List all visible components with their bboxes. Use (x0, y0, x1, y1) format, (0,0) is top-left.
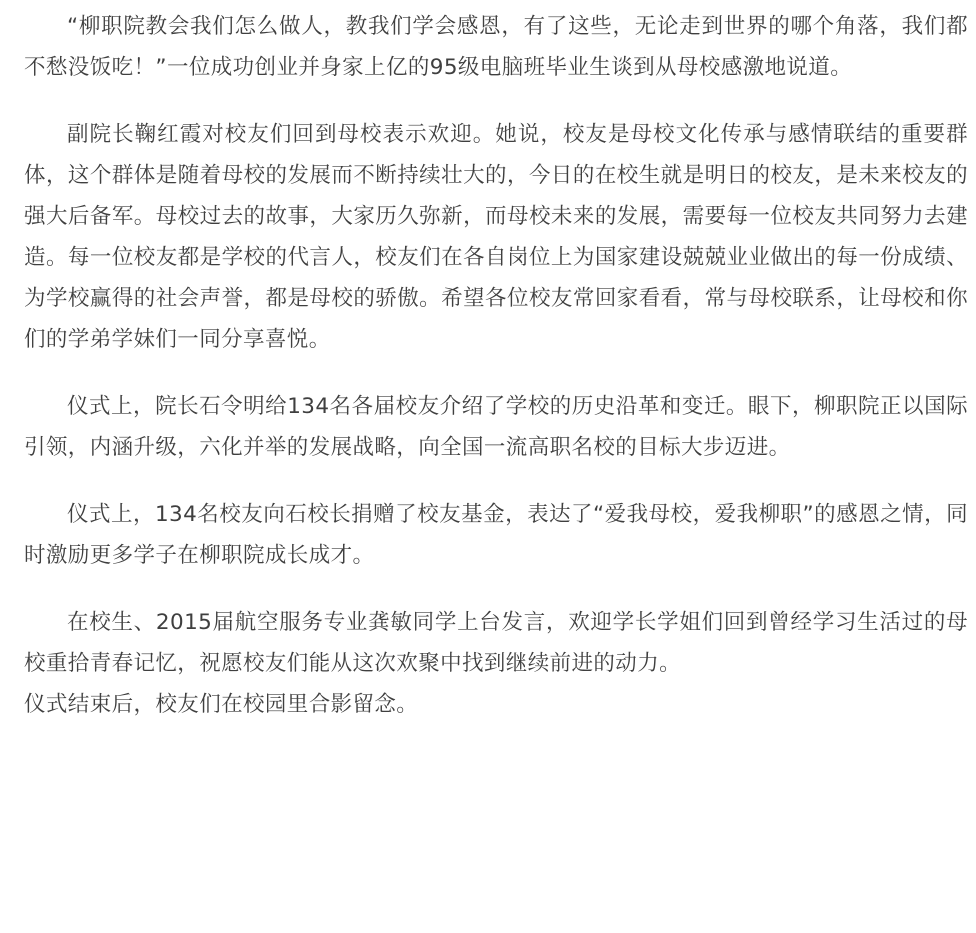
paragraph-2: 副院长鞠红霞对校友们回到母校表示欢迎。她说，校友是母校文化传承与感情联结的重要群体，这个群体是随着母校的发展而不断持续壮大的，今日的在校生就是明日的校友，是未来校友的强大后备军。母校过去的故事，大家历久弥新，而母校未来的发展，需要每一位校友共同努力去建造。每一位校友都是学校的代言人，校友们在各自岗位上为国家建设兢兢业业做出的每一份成绩、为学校赢得的社会声誉，都是母校的骄傲。希望各位校友常回家看看，常与母校联系，让母校和你们的学弟学妹们一同分享喜悦。 (24, 122, 968, 352)
paragraph-1: “柳职院教会我们怎么做人，教我们学会感恩，有了这些，无论走到世界的哪个角落，我们都不愁没饭吃！”一位成功创业并身家上亿的95级电脑班毕业生谈到从母校感激地说道。 (24, 14, 968, 80)
paragraph-6: 仪式结束后，校友们在校园里合影留念。 (24, 692, 419, 717)
paragraph-5: 在校生、2015届航空服务专业龚敏同学上台发言，欢迎学长学姐们回到曾经学习生活过的母校重拾青春记忆，祝愿校友们能从这次欢聚中找到继续前进的动力。 (24, 610, 968, 676)
paragraph-3: 仪式上，院长石令明给134名各届校友介绍了学校的历史沿革和变迁。眼下，柳职院正以国际引领，内涵升级，六化并举的发展战略，向全国一流高职名校的目标大步迈进。 (24, 394, 968, 460)
paragraph-4: 仪式上，134名校友向石校长捐赠了校友基金，表达了“爱我母校，爱我柳职”的感恩之情，同时激励更多学子在柳职院成长成才。 (24, 502, 968, 568)
